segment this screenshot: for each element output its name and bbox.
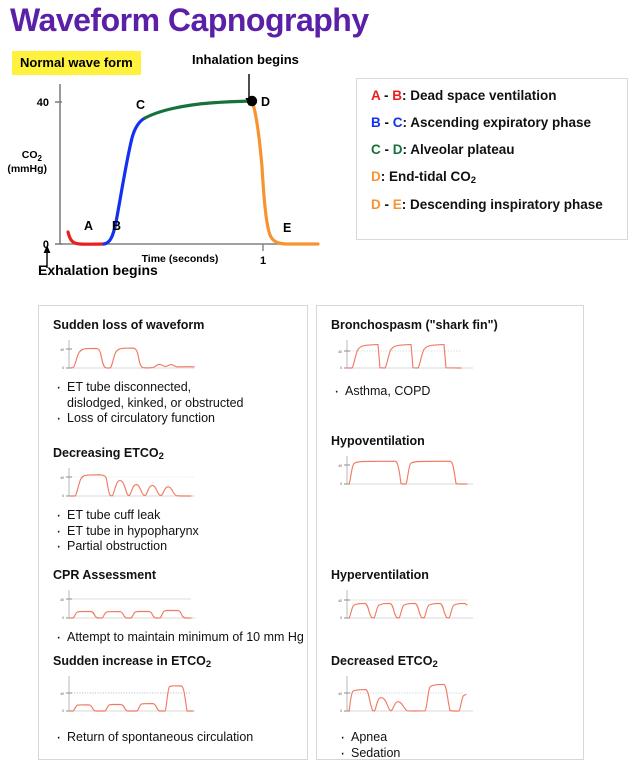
block-title-cpr-assessment: CPR Assessment (53, 568, 157, 582)
list-item: · ET tube cuff leak (53, 508, 205, 524)
block-hypoventilation (331, 434, 483, 492)
mini-waveform-decreasing-etco2 (55, 466, 205, 504)
point-label-d: D (261, 95, 271, 109)
svg-text:40: 40 (338, 350, 342, 354)
legend-letter-d-start: D (371, 196, 381, 212)
block-sudden-increase-etco2 (53, 654, 253, 746)
mini-waveform-sudden-increase-etco2 (55, 674, 205, 720)
svg-text:0: 0 (62, 709, 64, 713)
point-label-c: C (136, 98, 146, 112)
y-tick-label-0: 0 (42, 239, 49, 251)
mini-waveform-hypoventilation (333, 454, 483, 492)
list-item: · Sedation (337, 746, 483, 762)
svg-text:40: 40 (60, 692, 64, 696)
block-title-bronchospasm: Bronchospasm ("shark fin") (331, 318, 498, 332)
end-tidal-point-d-marker (247, 96, 257, 106)
legend-text-c-d: Alveolar plateau (410, 141, 515, 157)
legend-letter-c-start: C (371, 141, 381, 157)
block-bronchospasm (331, 318, 498, 400)
point-label-b: B (112, 219, 122, 233)
block-sudden-loss-of-waveform (53, 318, 244, 427)
svg-text:0: 0 (340, 482, 342, 486)
page-title: Waveform Capnography (10, 2, 369, 38)
legend-text-a-b: Dead space ventilation (410, 88, 557, 103)
list-item: · Loss of circulatory function (53, 411, 244, 427)
bullets-cpr-assessment (53, 630, 304, 646)
svg-text:0: 0 (340, 616, 342, 620)
mini-waveform-cpr-assessment (55, 588, 205, 626)
mini-waveform-bronchospasm (333, 338, 483, 376)
legend-letter-b: B (392, 88, 402, 103)
legend-letter-d: D (392, 141, 403, 157)
inhalation-begins-label: Inhalation begins (192, 52, 299, 67)
list-item: · Asthma, COPD (331, 384, 498, 400)
legend-letter-b-start: B (371, 114, 381, 130)
legend-text-b-c: Ascending expiratory phase (410, 114, 592, 130)
list-item: · Apnea (337, 730, 483, 746)
list-item: · Return of spontaneous circulation (53, 730, 253, 746)
legend-text-d-e: Descending inspiratory phase (410, 196, 603, 212)
svg-text:40: 40 (60, 476, 64, 480)
x-tick-label-1: 1 (259, 255, 267, 267)
block-title-sudden-increase-etco2: Sudden increase in $ETCO_2$ (53, 654, 212, 670)
svg-text:40: 40 (60, 348, 64, 352)
bullets-sudden-loss (53, 380, 244, 427)
bullets-bronchospasm (331, 384, 498, 400)
svg-text:40: 40 (338, 599, 342, 603)
legend-item-a-b: A - B: Dead space ventilation (371, 88, 557, 103)
svg-text:40: 40 (338, 692, 342, 696)
svg-text:0: 0 (62, 366, 64, 370)
waveform-segment-a-b (68, 232, 104, 244)
bullets-decreasing-etco2 (53, 508, 205, 555)
svg-text:40: 40 (338, 464, 342, 468)
legend-item-b-c: B - C: Ascending expiratory phase (371, 114, 592, 130)
list-item: dislodged, kinked, or obstructed (67, 395, 244, 410)
block-cpr-assessment (53, 568, 304, 646)
legend-item-d-e: D - E: Descending inspiratory phase (371, 196, 603, 212)
mini-waveform-sudden-loss (55, 338, 205, 376)
block-title-decreased-etco2: Decreased $ETCO_2$ (331, 654, 438, 670)
legend-text-d-subscript: 2 (470, 174, 477, 186)
bullets-sudden-increase-etco2 (53, 730, 253, 746)
svg-text:0: 0 (62, 616, 64, 620)
mini-waveform-decreased-etco2 (333, 674, 483, 720)
list-item: · ET tube disconnected, (53, 380, 244, 396)
x-axis-title: Time (seconds) (141, 253, 219, 265)
abnormal-waveforms-panel-right (316, 305, 584, 760)
legend-letter-d-only: D (371, 168, 381, 184)
svg-text:0: 0 (340, 366, 342, 370)
phase-legend-box (356, 78, 628, 240)
y-axis-title-co2: $CO_2$ (21, 149, 42, 163)
waveform-segment-c-d (145, 101, 252, 118)
legend-letter-e: E (392, 196, 402, 212)
bullets-decreased-etco2 (337, 730, 483, 761)
legend-item-d: D: End-tidal $CO_2$ (371, 168, 477, 186)
legend-text-d: End-tidal CO (389, 168, 471, 184)
block-hyperventilation (331, 568, 483, 626)
legend-letter-a: A (371, 88, 381, 103)
block-decreasing-etco2 (53, 446, 205, 555)
list-item: · ET tube in hypopharynx (53, 524, 205, 540)
y-tick-label-40: 40 (36, 97, 49, 109)
svg-text:0: 0 (340, 709, 342, 713)
waveform-segment-b-c (104, 118, 145, 244)
block-title-sudden-loss: Sudden loss of waveform (53, 318, 205, 332)
exhalation-begins-label: Exhalation begins (38, 262, 158, 278)
main-capnography-chart (0, 72, 350, 272)
abnormal-waveforms-panel-left (38, 305, 308, 760)
block-decreased-etco2 (331, 654, 483, 761)
list-item: · Attempt to maintain minimum of 10 mm Hg (53, 630, 304, 646)
block-title-hypoventilation: Hypoventilation (331, 434, 425, 448)
legend-item-c-d: C - D: Alveolar plateau (371, 141, 515, 157)
point-label-e: E (283, 221, 292, 235)
block-title-hyperventilation: Hyperventilation (331, 568, 429, 582)
point-label-a: A (84, 219, 94, 233)
svg-text:0: 0 (62, 494, 64, 498)
mini-waveform-hyperventilation (333, 588, 483, 626)
normal-waveform-highlight-label: Normal wave form (12, 51, 141, 75)
svg-text:40: 40 (60, 598, 64, 602)
y-axis-title-units: (mmHg) (7, 163, 47, 175)
legend-letter-c: C (392, 114, 403, 130)
block-title-decreasing-etco2: Decreasing $ETCO_2$ (53, 446, 164, 462)
list-item: · Partial obstruction (53, 539, 205, 555)
